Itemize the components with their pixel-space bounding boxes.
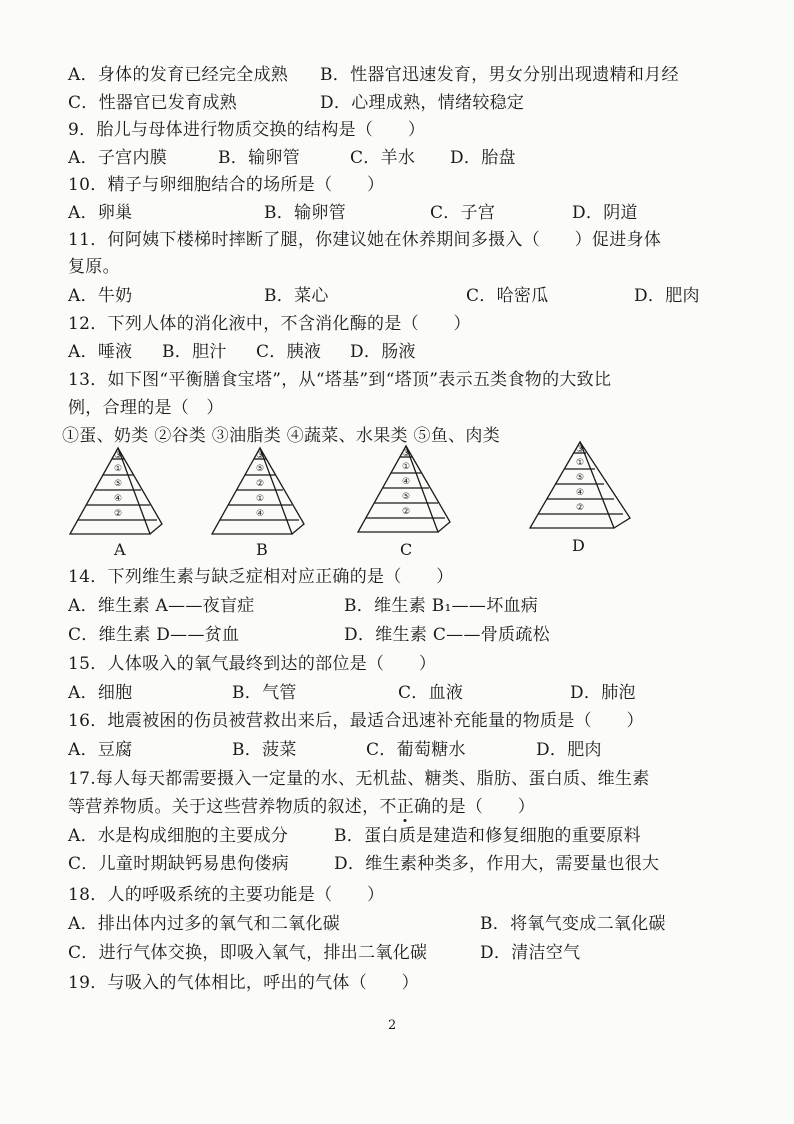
q19-stem: 19．与吸入的气体相比，呼出的气体（ ）	[68, 973, 419, 993]
pyramid-a-label: A	[114, 540, 126, 559]
q12-stem: 12．下列人体的消化液中，不含消化酶的是（ ）	[68, 314, 471, 334]
q14-option-a: A．维生素 A——夜盲症	[68, 596, 255, 616]
q17-options-row2	[68, 852, 748, 876]
q15-option-b: B．气管	[232, 683, 297, 703]
pyramid-a	[66, 446, 166, 542]
q17-stem-cont	[68, 795, 535, 819]
q16-options	[68, 738, 748, 762]
q13-stem: 13．如下图“平衡膳食宝塔”，从“塔基”到“塔顶”表示五类食物的大致比	[68, 370, 612, 390]
q17-stem-part2: 的是（ ）	[431, 797, 536, 817]
q18-option-d: D．清洁空气	[480, 943, 581, 963]
page-number: 2	[388, 1018, 397, 1033]
q18-option-c: C．进行气体交换，即吸入氧气，排出二氧化碳	[68, 943, 428, 963]
q18-option-a: A．排出体内过多的氧气和二氧化碳	[68, 914, 341, 934]
q11-stem-cont: 复原。	[68, 257, 120, 277]
q11-options	[68, 284, 748, 308]
q8-options-row1	[68, 63, 748, 87]
q13-legend: ①蛋、奶类 ②谷类 ③油脂类 ④蔬菜、水果类 ⑤鱼、肉类	[62, 426, 501, 446]
q10-option-b: B．输卵管	[264, 203, 346, 223]
q17-option-c: C．儿童时期缺钙易患佝偻病	[68, 854, 289, 874]
pyramid-c-tier-5: ②	[401, 507, 411, 517]
q8-option-d: D．心理成熟，情绪较稳定	[320, 93, 525, 113]
q16-stem: 16．地震被困的伤员被营救出来后，最适合迅速补充能量的物质是（ ）	[68, 711, 644, 731]
q11-option-a: A．牛奶	[68, 286, 133, 306]
q16-option-b: B．菠菜	[232, 740, 297, 760]
q9-option-b: B．输卵管	[218, 148, 300, 168]
q11-stem: 11．何阿姨下楼梯时摔断了腿，你建议她在休养期间多摄入（ ）促进身体	[68, 230, 662, 250]
q10-option-a: A．卵巢	[68, 203, 133, 223]
q14-option-d: D．维生素 C——骨质疏松	[344, 625, 550, 645]
q12-option-c: C．胰液	[256, 342, 322, 362]
q16-option-c: C．葡萄糖水	[366, 740, 466, 760]
q10-option-d: D．阴道	[572, 203, 638, 223]
q13-stem-cont: 例，合理的是（ ）	[68, 398, 224, 418]
q15-option-d: D．肺泡	[570, 683, 636, 703]
q8-options-row2	[68, 91, 748, 115]
q9-option-a: A．子宫内膜	[68, 148, 168, 168]
q10-stem: 10．精子与卵细胞结合的场所是（ ）	[68, 175, 385, 195]
pyramid-b-tier-3: ②	[255, 479, 265, 489]
q8-option-c: C．性器官已发育成熟	[68, 93, 238, 113]
pyramid-d-tier-4: ④	[575, 488, 585, 498]
q14-option-b: B．维生素 B₁——坏血病	[344, 596, 539, 616]
pyramid-b-label: B	[256, 540, 268, 559]
pyramid-d-tier-3: ⑤	[575, 473, 585, 483]
q18-options-row2	[68, 941, 748, 965]
q17-stem: 17.每人每天都需要摄入一定量的水、无机盐、糖类、脂肪、蛋白质、维生素	[68, 769, 650, 789]
q9-option-d: D．胎盘	[450, 148, 516, 168]
pyramid-c-tier-4: ⑤	[401, 492, 411, 502]
q17-emphasis-not-correct: 不正确	[379, 797, 432, 817]
pyramid-c-tier-2: ①	[401, 462, 411, 472]
q11-option-c: C．哈密瓜	[466, 286, 549, 306]
q12-option-b: B．胆汁	[162, 342, 227, 362]
q17-option-a: A．水是构成细胞的主要成分	[68, 826, 289, 846]
q16-option-d: D．肥肉	[536, 740, 602, 760]
q14-options-row2	[68, 623, 748, 647]
pyramid-c-tier-3: ④	[401, 477, 411, 487]
pyramid-b-tier-5: ④	[255, 509, 265, 519]
pyramid-c-label: C	[400, 540, 413, 559]
q10-option-c: C．子宫	[430, 203, 496, 223]
q14-stem: 14．下列维生素与缺乏症相对应正确的是（ ）	[68, 567, 454, 587]
q17-option-b: B．蛋白质是建造和修复细胞的重要原料	[334, 826, 641, 846]
q16-option-a: A．豆腐	[68, 740, 133, 760]
q11-option-d: D．肥肉	[634, 286, 700, 306]
q14-option-c: C．维生素 D——贫血	[68, 625, 240, 645]
q11-option-b: B．菜心	[264, 286, 329, 306]
q14-options-row1	[68, 594, 748, 618]
pyramid-b	[208, 446, 308, 542]
q10-options	[68, 201, 748, 225]
q17-option-d: D．维生素种类多，作用大，需要量也很大	[334, 854, 660, 874]
q9-options	[68, 146, 748, 170]
pyramid-a-tier-5: ②	[113, 509, 123, 519]
q18-options-row1	[68, 912, 748, 936]
q15-option-c: C．血液	[398, 683, 464, 703]
pyramid-b-tier-4: ①	[255, 494, 265, 504]
q8-option-a: A．身体的发育已经完全成熟	[68, 65, 289, 85]
pyramid-d	[524, 440, 636, 536]
pyramid-a-tier-1: ③	[113, 451, 123, 461]
q9-option-c: C．羊水	[350, 148, 416, 168]
pyramid-a-tier-3: ⑤	[113, 479, 123, 489]
q17-stem-part1: 等营养物质。关于这些营养物质的叙述，	[68, 797, 380, 817]
q9-stem: 9．胎儿与母体进行物质交换的结构是（ ）	[68, 120, 426, 140]
pyramid-b-tier-2: ⑤	[255, 464, 265, 474]
pyramid-c	[354, 444, 454, 540]
pyramid-d-tier-1: ③	[575, 445, 585, 455]
pyramid-b-tier-1: ③	[255, 451, 265, 461]
q18-stem: 18．人的呼吸系统的主要功能是（ ）	[68, 885, 385, 905]
pyramid-a-tier-4: ④	[113, 494, 123, 504]
q15-options	[68, 681, 748, 705]
pyramid-c-tier-1: ③	[401, 449, 411, 459]
q15-option-a: A．细胞	[68, 683, 133, 703]
pyramid-d-label: D	[572, 536, 585, 555]
q15-stem: 15．人体吸入的氧气最终到达的部位是（ ）	[68, 654, 437, 674]
pyramid-a-tier-2: ①	[113, 464, 123, 474]
q17-options-row1	[68, 824, 748, 848]
q12-option-a: A．唾液	[68, 342, 133, 362]
q18-option-b: B．将氧气变成二氧化碳	[480, 914, 666, 934]
q8-option-b: B．性器官迅速发育，男女分别出现遗精和月经	[320, 65, 679, 85]
pyramid-d-tier-2: ①	[575, 458, 585, 468]
q12-option-d: D．肠液	[350, 342, 416, 362]
q12-options	[68, 340, 748, 364]
pyramid-d-tier-5: ②	[575, 503, 585, 513]
